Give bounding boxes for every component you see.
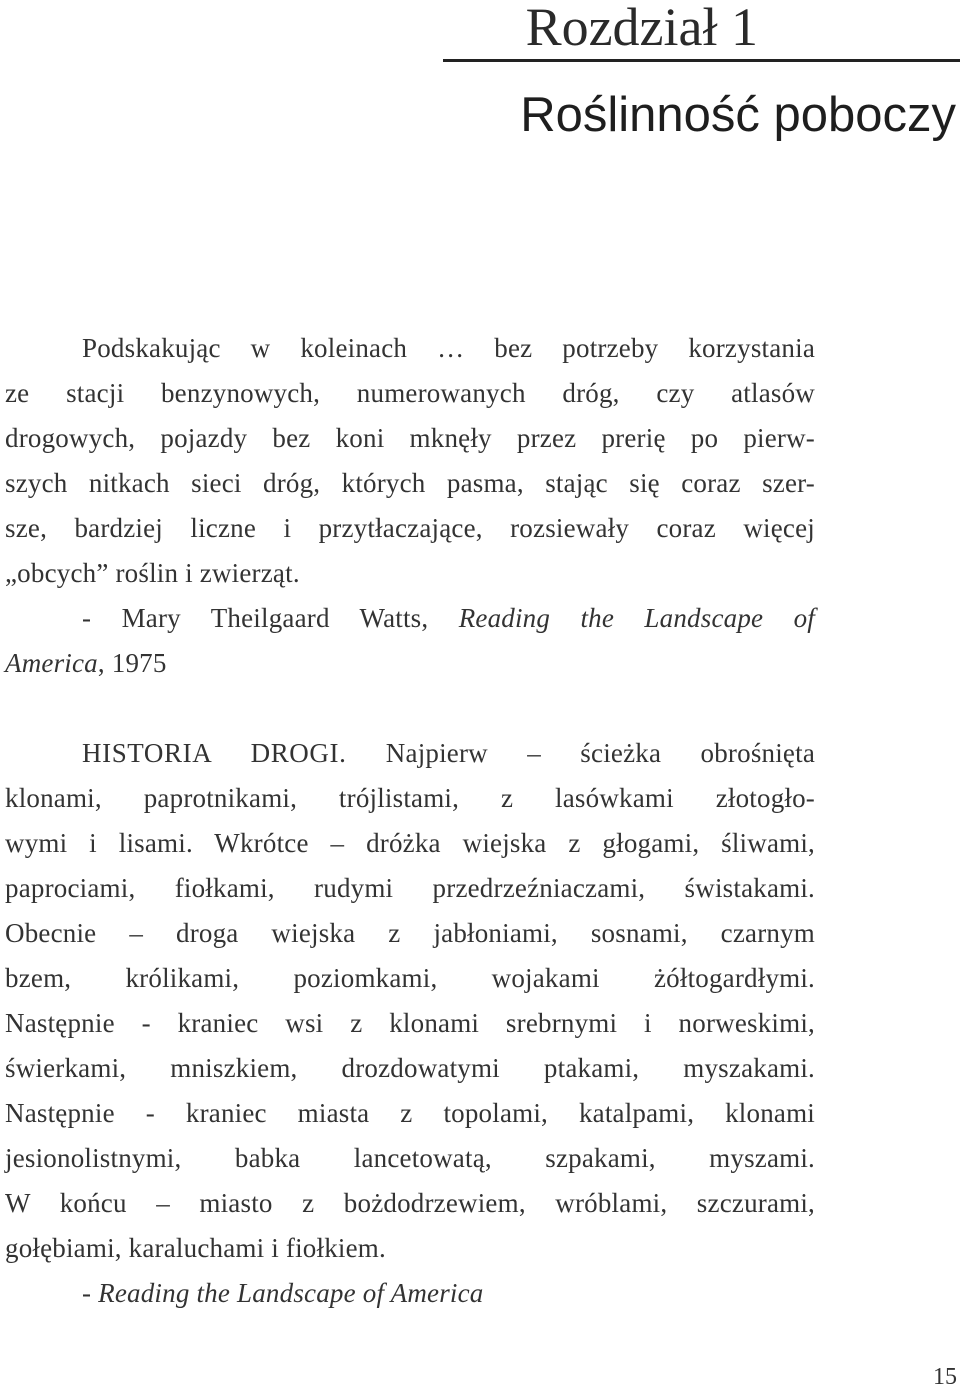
attribution-book-title-cont: America — [5, 648, 98, 678]
history-line: Następnie - kraniec miasta z topolami, katalpami, klonami — [5, 1098, 815, 1128]
history-attribution-title: Reading the Landscape of America — [98, 1278, 484, 1308]
chapter-number: Rozdział 1 — [525, 0, 758, 57]
attribution-author: - Mary Theilgaard Watts, — [82, 603, 459, 633]
history-attribution — [5, 1271, 815, 1316]
page-number: 15 — [933, 1364, 957, 1390]
chapter-rule — [443, 59, 960, 62]
history-line: świerkami, mniszkiem, drozdowatymi ptakami, myszakami. — [5, 1053, 815, 1083]
history-attribution-dash: - — [82, 1278, 99, 1308]
history-line: gołębiami, karaluchami i fiołkiem. — [5, 1233, 386, 1263]
history-section — [5, 731, 815, 1316]
epigraph-line: szych nitkach sieci dróg, których pasma, stając się coraz szer- — [5, 468, 815, 498]
history-line: wymi i lisami. Wkrótce – dróżka wiejska z głogami, śliwami, — [5, 828, 815, 858]
history-line: W końcu – miasto z bożdodrzewiem, wróblami, szczurami, — [5, 1188, 815, 1218]
history-line: paprociami, fiołkami, rudymi przedrzeźniaczami, świstakami. — [5, 873, 815, 903]
history-line: jesionolistnymi, babka lancetowatą, szpakami, myszami. — [5, 1143, 815, 1173]
epigraph-line: sze, bardziej liczne i przytłaczające, rozsiewały coraz więcej — [5, 513, 815, 543]
history-line: Obecnie – droga wiejska z jabłoniami, sosnami, czarnym — [5, 918, 815, 948]
epigraph-attribution — [5, 596, 815, 641]
history-line: bzem, królikami, poziomkami, wojakami żółtogardłymi. — [5, 963, 815, 993]
history-line — [5, 731, 815, 776]
chapter-title: Roślinność poboczy — [520, 88, 956, 142]
history-first-line-text: Najpierw – ścieżka obrośnięta — [346, 738, 815, 768]
attribution-year: , 1975 — [97, 648, 167, 678]
epigraph-line: „obcych” roślin i zwierząt. — [5, 558, 300, 588]
history-lead: HISTORIA DROGI. — [82, 738, 347, 768]
epigraph-line: drogowych, pojazdy bez koni mknęły przez prerię po pierw- — [5, 423, 815, 453]
history-line: klonami, paprotnikami, trójlistami, z lasówkami złotogło- — [5, 783, 815, 813]
epigraph-line: Podskakując w koleinach … bez potrzeby korzystania — [82, 333, 815, 363]
epigraph-attribution-cont — [5, 641, 815, 686]
epigraph-line: ze stacji benzynowych, numerowanych dróg, czy atlasów — [5, 378, 815, 408]
history-line: Następnie - kraniec wsi z klonami srebrnymi i norweskimi, — [5, 1008, 815, 1038]
epigraph — [5, 326, 815, 686]
attribution-book-title: Reading the Landscape of — [458, 603, 815, 633]
